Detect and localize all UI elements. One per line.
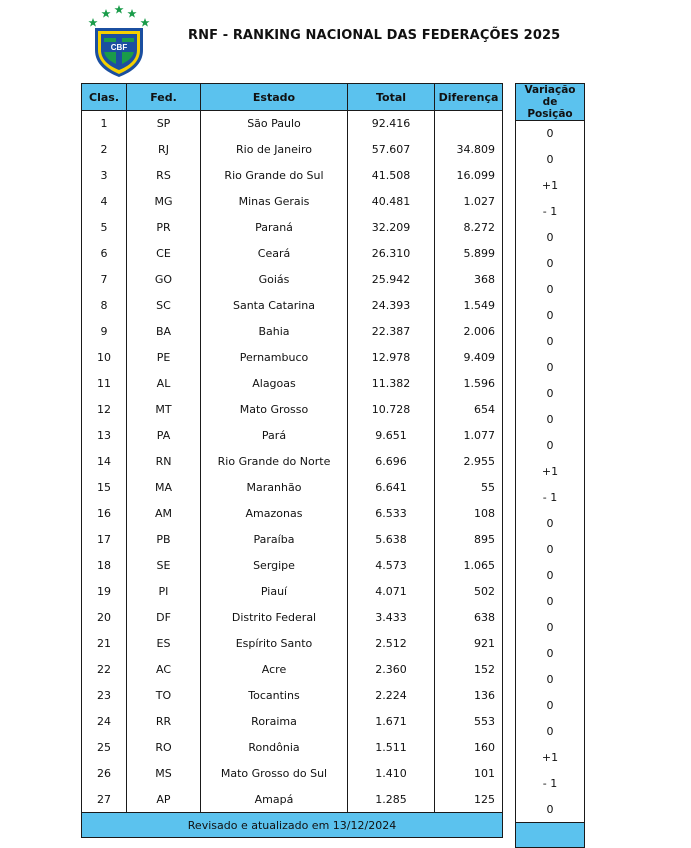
col-header-diff: Diferença (435, 84, 503, 111)
cell-diff: 1.549 (435, 293, 503, 319)
cell-diff: 125 (435, 787, 503, 813)
cell-diff: 368 (435, 267, 503, 293)
table-row (82, 293, 503, 319)
table-row (82, 501, 503, 527)
table-row (82, 397, 503, 423)
cell-fed: CE (127, 241, 201, 267)
cell-state: Alagoas (201, 371, 348, 397)
cell-fed: SP (127, 111, 201, 137)
cell-fed: MT (127, 397, 201, 423)
cell-state: Minas Gerais (201, 189, 348, 215)
cell-rank: 12 (82, 397, 127, 423)
variation-row (516, 121, 585, 147)
cell-total: 11.382 (348, 371, 435, 397)
variation-row (516, 173, 585, 199)
cell-fed: GO (127, 267, 201, 293)
variation-row (516, 537, 585, 563)
table-row (82, 345, 503, 371)
cell-rank: 3 (82, 163, 127, 189)
cell-variation: 0 (516, 329, 585, 355)
cell-diff: 1.065 (435, 553, 503, 579)
cell-fed: MS (127, 761, 201, 787)
cell-variation: 0 (516, 719, 585, 745)
cell-variation: 0 (516, 511, 585, 537)
cell-fed: AL (127, 371, 201, 397)
cell-fed: AC (127, 657, 201, 683)
table-row (82, 423, 503, 449)
cell-total: 12.978 (348, 345, 435, 371)
cell-fed: DF (127, 605, 201, 631)
cell-variation: 0 (516, 355, 585, 381)
cell-state: Piauí (201, 579, 348, 605)
cell-fed: RO (127, 735, 201, 761)
cell-variation: 0 (516, 589, 585, 615)
cell-state: Goiás (201, 267, 348, 293)
cell-total: 26.310 (348, 241, 435, 267)
cell-diff: 108 (435, 501, 503, 527)
revision-note: Revisado e atualizado em 13/12/2024 (82, 813, 503, 838)
col-header-state: Estado (201, 84, 348, 111)
cell-variation: 0 (516, 251, 585, 277)
cell-rank: 23 (82, 683, 127, 709)
cell-fed: RS (127, 163, 201, 189)
ranking-table (81, 83, 503, 838)
cell-diff: 101 (435, 761, 503, 787)
table-row (82, 449, 503, 475)
cell-state: Amapá (201, 787, 348, 813)
variation-row (516, 615, 585, 641)
cell-total: 6.533 (348, 501, 435, 527)
cell-diff: 1.027 (435, 189, 503, 215)
cell-diff: 16.099 (435, 163, 503, 189)
table-row (82, 579, 503, 605)
cell-rank: 25 (82, 735, 127, 761)
table-row (82, 163, 503, 189)
cell-diff: 34.809 (435, 137, 503, 163)
cell-rank: 7 (82, 267, 127, 293)
cell-diff: 1.596 (435, 371, 503, 397)
variation-row (516, 251, 585, 277)
table-row (82, 735, 503, 761)
cell-rank: 19 (82, 579, 127, 605)
cell-state: Paraná (201, 215, 348, 241)
star-icon (88, 5, 149, 27)
cell-variation: 0 (516, 381, 585, 407)
cell-total: 32.209 (348, 215, 435, 241)
cell-diff: 2.006 (435, 319, 503, 345)
cell-variation: 0 (516, 303, 585, 329)
cell-total: 57.607 (348, 137, 435, 163)
cell-rank: 8 (82, 293, 127, 319)
cell-rank: 5 (82, 215, 127, 241)
cell-state: Rio Grande do Norte (201, 449, 348, 475)
cell-rank: 2 (82, 137, 127, 163)
variation-row (516, 225, 585, 251)
cell-fed: PB (127, 527, 201, 553)
cell-state: Paraíba (201, 527, 348, 553)
variation-row (516, 303, 585, 329)
cell-fed: BA (127, 319, 201, 345)
table-row (82, 761, 503, 787)
variation-row (516, 355, 585, 381)
cell-state: Acre (201, 657, 348, 683)
cell-rank: 22 (82, 657, 127, 683)
cell-variation: 0 (516, 433, 585, 459)
cbf-logo (88, 4, 150, 78)
cell-variation: 0 (516, 407, 585, 433)
cell-diff: 553 (435, 709, 503, 735)
cell-variation: 0 (516, 121, 585, 147)
cell-state: Rio de Janeiro (201, 137, 348, 163)
cell-diff: 8.272 (435, 215, 503, 241)
col-header-fed: Fed. (127, 84, 201, 111)
cell-rank: 14 (82, 449, 127, 475)
cell-total: 22.387 (348, 319, 435, 345)
cell-state: Amazonas (201, 501, 348, 527)
cell-total: 6.641 (348, 475, 435, 501)
cell-fed: SC (127, 293, 201, 319)
variation-footer (516, 823, 585, 848)
cell-variation: - 1 (516, 199, 585, 225)
variation-header-line2: Posição (527, 108, 573, 120)
cell-fed: RJ (127, 137, 201, 163)
variation-row (516, 407, 585, 433)
logo-text: CBF (110, 43, 128, 52)
cell-state: São Paulo (201, 111, 348, 137)
cell-diff: 55 (435, 475, 503, 501)
variation-row (516, 277, 585, 303)
cell-variation: 0 (516, 641, 585, 667)
cell-fed: MA (127, 475, 201, 501)
variation-row (516, 589, 585, 615)
variation-row (516, 667, 585, 693)
cell-total: 41.508 (348, 163, 435, 189)
variation-row (516, 771, 585, 797)
table-row (82, 709, 503, 735)
cell-total: 4.573 (348, 553, 435, 579)
cell-rank: 16 (82, 501, 127, 527)
table-row (82, 683, 503, 709)
cell-state: Roraima (201, 709, 348, 735)
cell-rank: 18 (82, 553, 127, 579)
table-row (82, 371, 503, 397)
table-row (82, 553, 503, 579)
cell-total: 9.651 (348, 423, 435, 449)
table-row (82, 189, 503, 215)
cell-total: 4.071 (348, 579, 435, 605)
cell-state: Rio Grande do Sul (201, 163, 348, 189)
cell-rank: 1 (82, 111, 127, 137)
cell-variation: +1 (516, 745, 585, 771)
variation-row (516, 147, 585, 173)
table-row (82, 631, 503, 657)
cell-rank: 27 (82, 787, 127, 813)
cell-rank: 20 (82, 605, 127, 631)
cell-variation: 0 (516, 615, 585, 641)
cell-variation: 0 (516, 563, 585, 589)
cell-total: 40.481 (348, 189, 435, 215)
variation-row (516, 511, 585, 537)
cell-total: 1.410 (348, 761, 435, 787)
cell-variation: 0 (516, 277, 585, 303)
cell-state: Bahia (201, 319, 348, 345)
variation-row (516, 563, 585, 589)
cell-total: 5.638 (348, 527, 435, 553)
cell-rank: 17 (82, 527, 127, 553)
cell-state: Santa Catarina (201, 293, 348, 319)
cell-rank: 10 (82, 345, 127, 371)
cell-variation: +1 (516, 459, 585, 485)
table-row (82, 215, 503, 241)
cell-rank: 9 (82, 319, 127, 345)
table-row (82, 657, 503, 683)
cell-fed: PR (127, 215, 201, 241)
cell-state: Pernambuco (201, 345, 348, 371)
variation-row (516, 745, 585, 771)
cell-state: Rondônia (201, 735, 348, 761)
cell-variation: 0 (516, 147, 585, 173)
table-row (82, 319, 503, 345)
variation-header-line1: Variação de (524, 84, 576, 108)
cell-total: 1.285 (348, 787, 435, 813)
cell-state: Maranhão (201, 475, 348, 501)
cell-diff: 1.077 (435, 423, 503, 449)
cell-state: Ceará (201, 241, 348, 267)
table-row (82, 267, 503, 293)
cell-variation: - 1 (516, 771, 585, 797)
cell-rank: 24 (82, 709, 127, 735)
cell-total: 2.224 (348, 683, 435, 709)
cell-total: 92.416 (348, 111, 435, 137)
cell-rank: 11 (82, 371, 127, 397)
cell-total: 25.942 (348, 267, 435, 293)
cell-total: 6.696 (348, 449, 435, 475)
variation-row (516, 693, 585, 719)
cell-total: 2.360 (348, 657, 435, 683)
cell-fed: AP (127, 787, 201, 813)
cell-diff: 136 (435, 683, 503, 709)
cell-rank: 4 (82, 189, 127, 215)
cell-total: 3.433 (348, 605, 435, 631)
cell-diff: 9.409 (435, 345, 503, 371)
cell-state: Pará (201, 423, 348, 449)
cell-fed: MG (127, 189, 201, 215)
cell-total: 10.728 (348, 397, 435, 423)
cell-state: Mato Grosso (201, 397, 348, 423)
cell-state: Sergipe (201, 553, 348, 579)
variation-row (516, 433, 585, 459)
cell-diff: 895 (435, 527, 503, 553)
cell-total: 1.511 (348, 735, 435, 761)
cell-total: 2.512 (348, 631, 435, 657)
cell-diff: 638 (435, 605, 503, 631)
variation-row (516, 199, 585, 225)
cell-variation: 0 (516, 537, 585, 563)
cell-diff: 160 (435, 735, 503, 761)
cell-fed: RR (127, 709, 201, 735)
variation-row (516, 797, 585, 823)
col-header-variation (516, 84, 585, 121)
cell-diff (435, 111, 503, 137)
cell-variation: - 1 (516, 485, 585, 511)
table-row (82, 111, 503, 137)
variation-row (516, 381, 585, 407)
table-row (82, 527, 503, 553)
page-title: RNF - RANKING NACIONAL DAS FEDERAÇÕES 2025 (188, 28, 561, 43)
variation-row (516, 719, 585, 745)
table-row (82, 605, 503, 631)
cell-fed: ES (127, 631, 201, 657)
table-row (82, 241, 503, 267)
col-header-total: Total (348, 84, 435, 111)
cell-total: 1.671 (348, 709, 435, 735)
cell-variation: +1 (516, 173, 585, 199)
cell-rank: 21 (82, 631, 127, 657)
cell-variation: 0 (516, 797, 585, 823)
cell-rank: 26 (82, 761, 127, 787)
cell-diff: 921 (435, 631, 503, 657)
cell-state: Distrito Federal (201, 605, 348, 631)
cell-rank: 6 (82, 241, 127, 267)
cell-fed: TO (127, 683, 201, 709)
cell-rank: 13 (82, 423, 127, 449)
table-row (82, 137, 503, 163)
cell-fed: RN (127, 449, 201, 475)
cell-fed: SE (127, 553, 201, 579)
cell-state: Espírito Santo (201, 631, 348, 657)
cell-fed: PE (127, 345, 201, 371)
table-row (82, 475, 503, 501)
cell-variation: 0 (516, 225, 585, 251)
cell-variation: 0 (516, 667, 585, 693)
cell-state: Tocantins (201, 683, 348, 709)
cell-diff: 152 (435, 657, 503, 683)
cell-diff: 654 (435, 397, 503, 423)
variation-row (516, 459, 585, 485)
cell-total: 24.393 (348, 293, 435, 319)
variation-table (515, 83, 585, 848)
variation-row (516, 485, 585, 511)
cell-diff: 5.899 (435, 241, 503, 267)
cell-fed: PA (127, 423, 201, 449)
variation-row (516, 641, 585, 667)
cell-state: Mato Grosso do Sul (201, 761, 348, 787)
variation-row (516, 329, 585, 355)
cell-rank: 15 (82, 475, 127, 501)
cell-diff: 2.955 (435, 449, 503, 475)
cell-variation: 0 (516, 693, 585, 719)
cell-fed: PI (127, 579, 201, 605)
table-row (82, 787, 503, 813)
cell-diff: 502 (435, 579, 503, 605)
cell-fed: AM (127, 501, 201, 527)
col-header-rank: Clas. (82, 84, 127, 111)
